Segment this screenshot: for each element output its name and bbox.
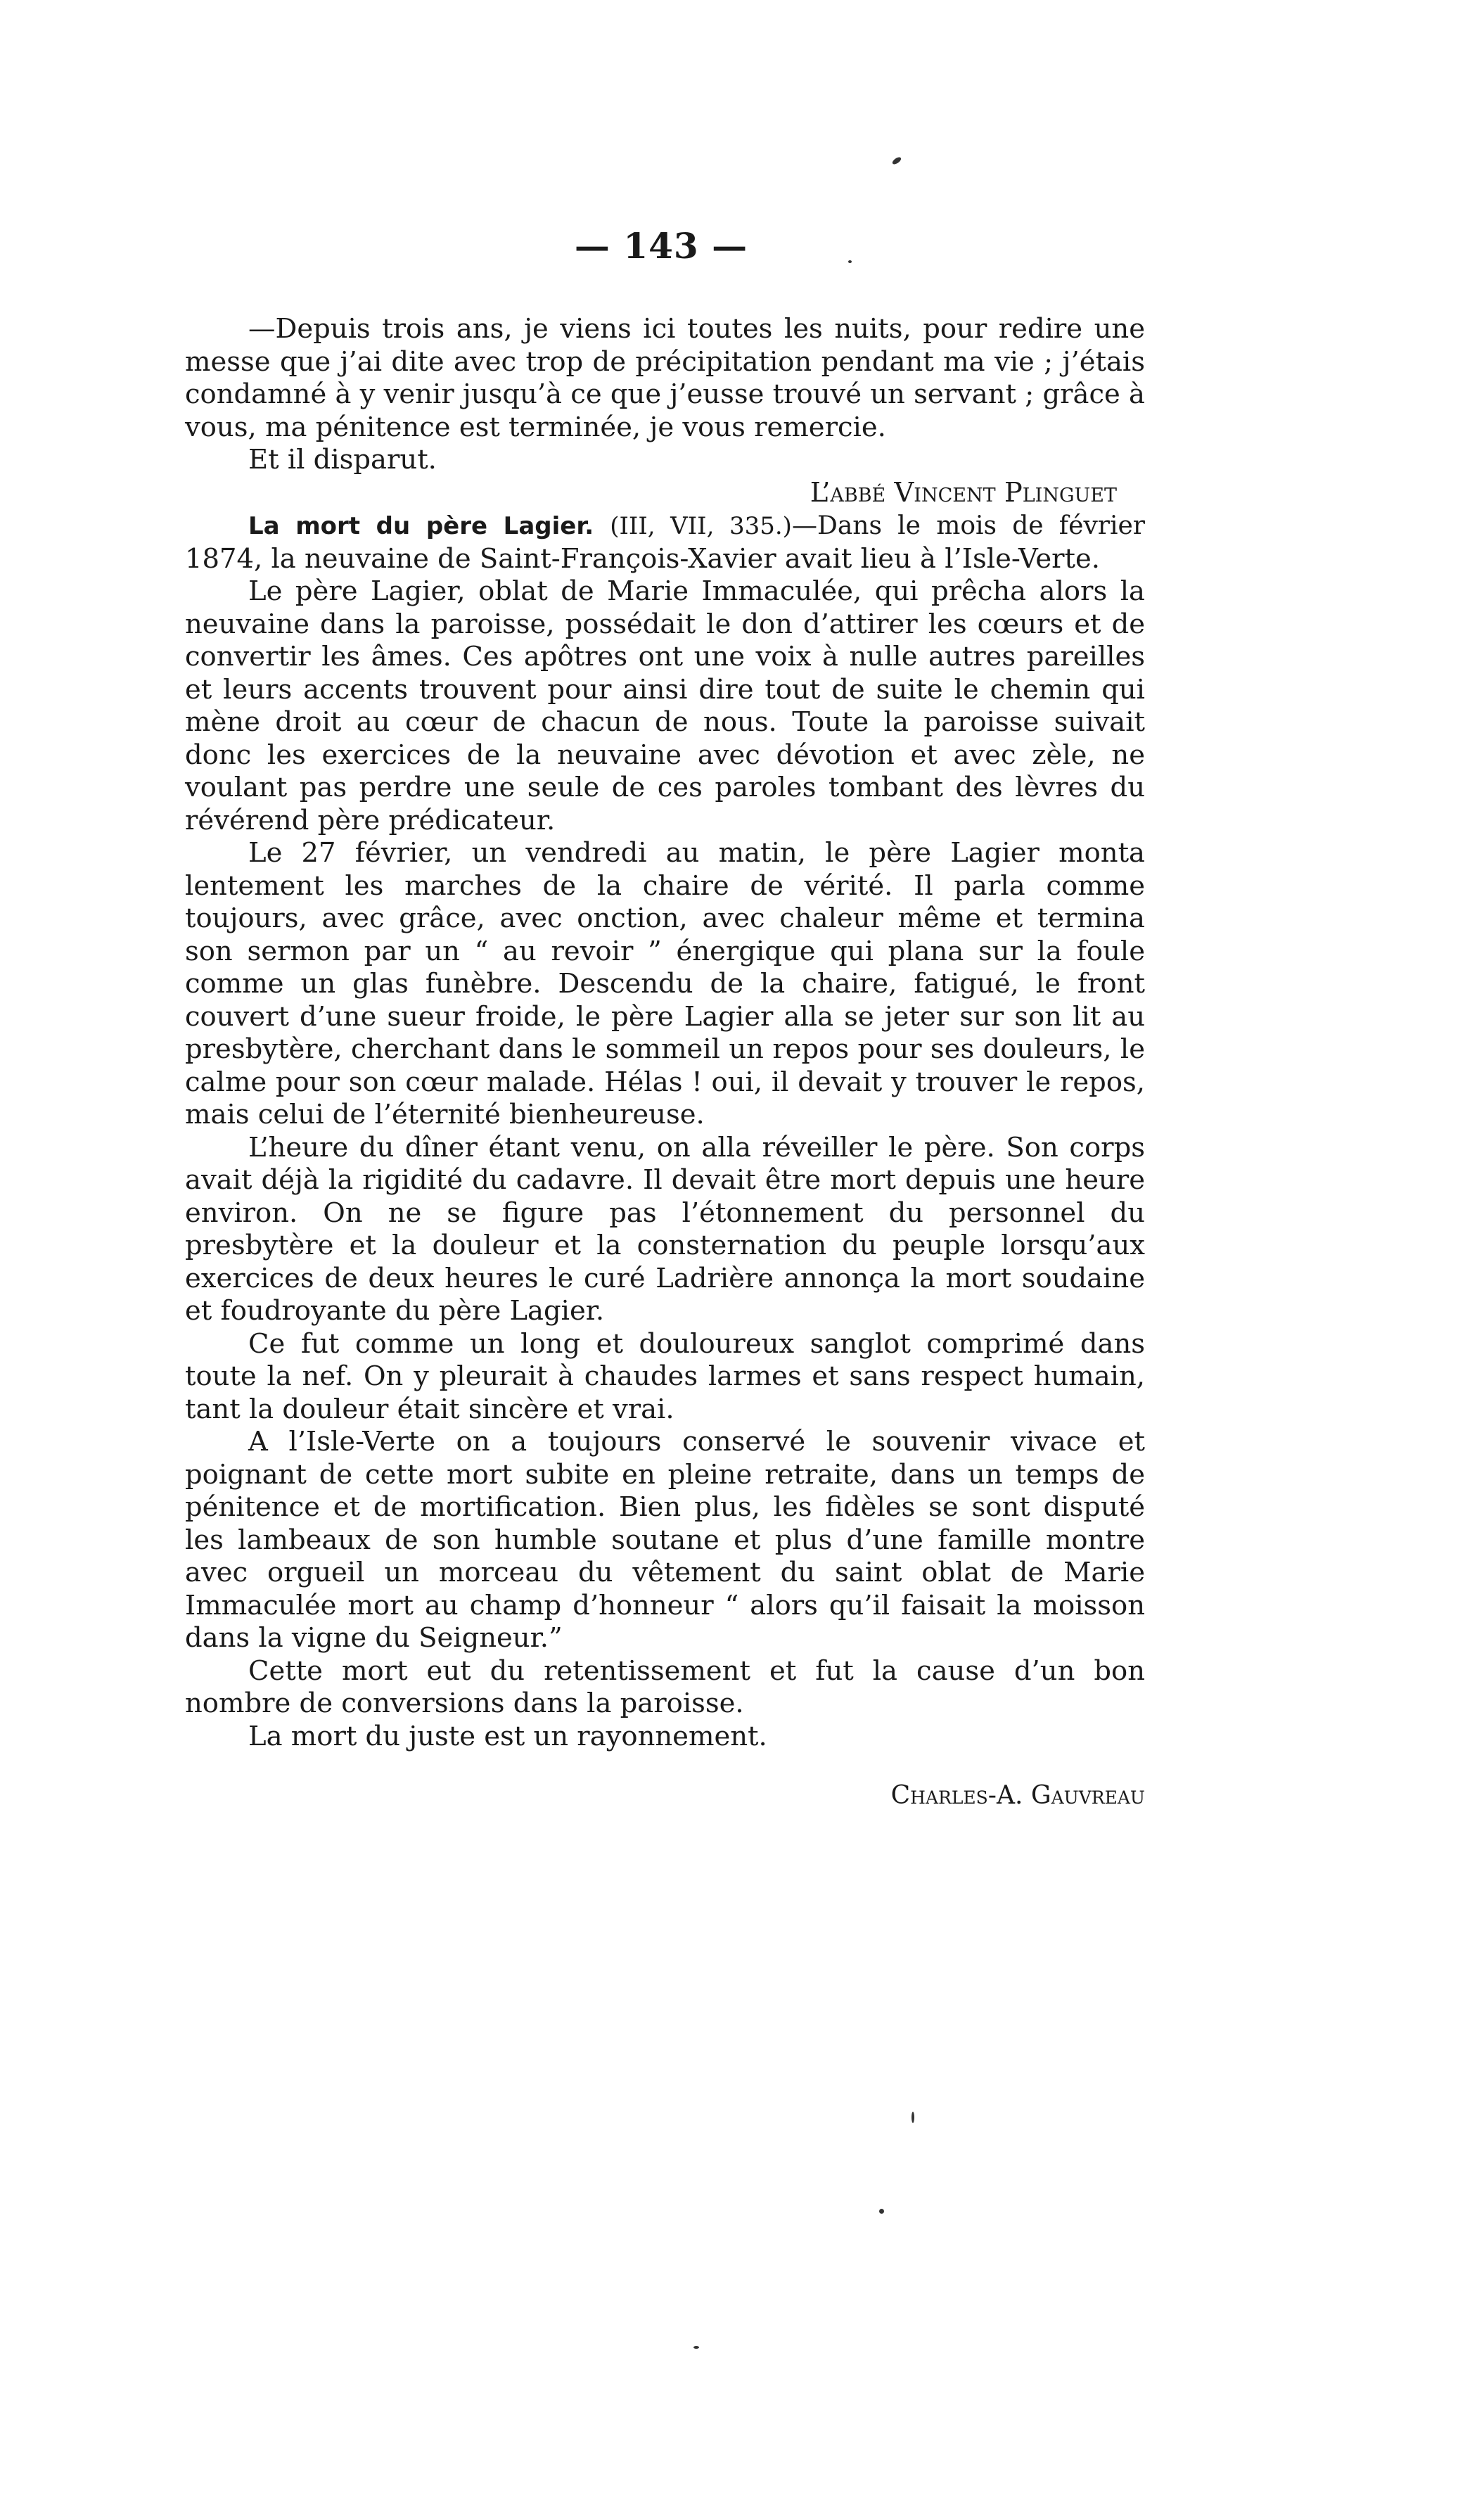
story-paragraph: Et il disparut. (248, 444, 437, 476)
article-signature: Charles-A. Gauvreau (890, 1781, 1145, 1810)
article-heading-paragraph (185, 509, 1145, 575)
ink-speck (891, 156, 902, 166)
ink-speck (879, 2209, 884, 2214)
article-paragraph: A l’Isle-Verte on a toujours conservé le souvenir vivace et poignant de cette mort subite en pleine retraite, dans un temps de pénitence et de mortification. Bien plus, les fidèles se sont disputé les lambeaux de son humble soutane et plus d’une famille montre avec orgueil un morceau du vêtement du saint oblat de Marie Immaculée mort au champ d’honneur “ alors qu’il faisait la moisson dans la vigne du Seigneur.” (185, 1426, 1145, 1654)
article-paragraph: Le 27 février, un vendredi au matin, le père Lagier monta lentement les marches de la chaire de vérité. Il parla comme toujours, avec grâce, avec onction, avec chaleur même et termina son sermon par un “ au revoir ” énergique qui plana sur la foule comme un glas funèbre. Descendu de la chaire, fatigué, le front couvert d’une sueur froide, le père Lagier alla se jeter sur son lit au presbytère, cherchant dans le sommeil un repos pour ses douleurs, le calme pour son cœur malade. Hélas ! oui, il devait y trouver le repos, mais celui de l’éternité bienheureuse. (185, 837, 1145, 1130)
article-intro: —Dans le mois de février (791, 511, 1146, 540)
text-block (185, 313, 1145, 1813)
article-reference: (III, VII, 335.) (610, 512, 792, 540)
article-paragraph: La mort du juste est un rayonnement. (248, 1720, 767, 1752)
author-signature: L’abbé Vincent Plinguet (810, 476, 1117, 509)
article-paragraph: Cette mort eut du retentissement et fut la cause d’un bon nombre de conversions dans la paroisse. (185, 1654, 1145, 1719)
ink-speck (693, 2346, 699, 2349)
article-title: La mort du père Lagier. (248, 512, 594, 540)
ink-speck (911, 2112, 914, 2123)
article-paragraph: Le père Lagier, oblat de Marie Immaculée, qui prêcha alors la neuvaine dans la paroisse, possédait le don d’attirer les cœurs et de convertir les âmes. Ces apôtres ont une voix à nulle autres pareilles et leurs accents trouvent pour ainsi dire tout de suite le chemin qui mène droit au cœur de chacun de nous. Toute la paroisse suivait donc les exercices de la neuvaine avec dévotion et avec zèle, ne voulant pas perdre une seule de ces paroles tombant des lèvres du révérend père prédicateur. (185, 575, 1145, 836)
ink-speck (848, 260, 852, 263)
article-paragraph: L’heure du dîner étant venu, on alla réveiller le père. Son corps avait déjà la rigidité du cadavre. Il devait être mort depuis une heure environ. On ne se figure pas l’étonnement du personnel du presbytère et la douleur et la consternation du peuple lorsqu’aux exercices de deux heures le curé Ladrière annonça la mort soudaine et foudroyante du père Lagier. (185, 1131, 1145, 1327)
page-number: — 143 — (574, 225, 748, 267)
article-first-line: 1874, la neuvaine de Saint-François-Xavier avait lieu à l’Isle-Verte. (185, 542, 1101, 575)
article-paragraph: Ce fut comme un long et douloureux sanglot comprimé dans toute la nef. On y pleurait à chaudes larmes et sans respect humain, tant la douleur était sincère et vrai. (185, 1327, 1145, 1425)
story-paragraph: —Depuis trois ans, je viens ici toutes les nuits, pour redire une messe que j’ai dite avec trop de précipitation pendant ma vie ; j’étais condamné à y venir jusqu’à ce que j’eusse trouvé un servant ; grâce à vous, ma pénitence est terminée, je vous remercie. (185, 313, 1145, 443)
